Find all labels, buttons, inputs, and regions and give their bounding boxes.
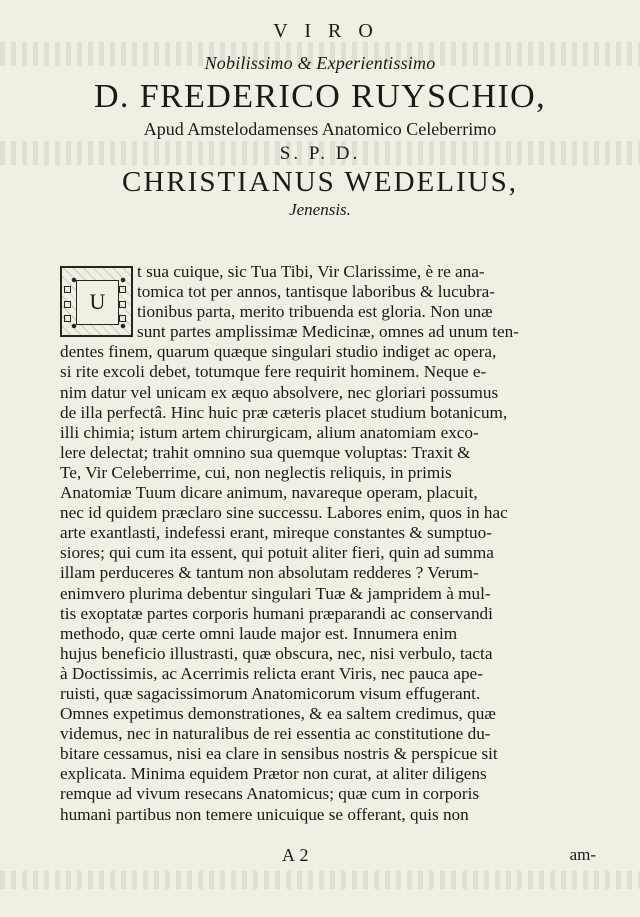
page-signature: A 2 — [282, 845, 310, 865]
text-line: humani partibus non temere unicuique se offerant, quis non — [60, 804, 469, 824]
ornament-square-icon — [64, 315, 71, 322]
text-line: bitare cessamus, nisi ea clare in sensibus nostris & perspicue sit — [60, 744, 498, 764]
initial-right-ornaments — [119, 286, 129, 322]
author-name: CHRISTIANUS WEDELIUS, — [122, 165, 518, 198]
text-line: arte exantlasti, indefessi erant, mireque constantes & sumptuo- — [60, 523, 492, 543]
text-line: nim datur vel unicam ex æquo absolvere, nec gloriari possumus — [60, 382, 499, 402]
author-origin: Jenensis. — [289, 200, 351, 220]
text-line: ruisti, quæ sagacissimorum Anatomicorum visum effugerant. — [60, 683, 481, 703]
ornament-square-icon — [119, 286, 126, 293]
initial-aligned-lines — [60, 262, 596, 342]
text-line: tis exoptatæ partes corporis humani præparandi ac conservandi — [60, 603, 493, 623]
text-line: lere delectat; trahit omnino sua quemque voluptas: Traxit & — [60, 442, 471, 462]
text-line: Te, Vir Celeberrime, cui, non neglectis reliquis, in primis — [60, 462, 452, 482]
text-line: siores; qui cum ita essent, qui potuit aliter fieri, quin ad summa — [60, 543, 494, 563]
dedication-header — [0, 20, 640, 220]
text-line: tionibus parta, merito tribuenda est gloria. Non unæ — [137, 302, 493, 322]
initial-left-ornaments — [64, 286, 74, 322]
decorated-initial — [60, 266, 133, 337]
ornament-square-icon — [119, 315, 126, 322]
text-line: explicata. Minima equidem Prætor non curat, at aliter diligens — [60, 764, 487, 784]
salutation-abbreviation: S. P. D. — [279, 142, 361, 164]
text-line: methodo, quæ certe omni laude major est. Innumera enim — [60, 623, 458, 643]
recipient-name: D. FREDERICO RUYSCHIO, — [93, 78, 547, 115]
text-line: sunt partes amplissimæ Medicinæ, omnes ad unum ten- — [137, 322, 519, 342]
text-line: videmus, nec in naturalibus de rei essentia ac constitutione du- — [60, 724, 491, 744]
text-line: hujus beneficio illustrasti, quæ obscura, nec, nisi verbulo, tacta — [60, 643, 493, 663]
ornament-square-icon — [64, 301, 71, 308]
ornament-square-icon — [64, 286, 71, 293]
initial-letter: U — [76, 280, 119, 325]
text-line: t sua cuique, sic Tua Tibi, Vir Clarissime, è re ana- — [137, 262, 485, 281]
header-dedication: Nobilissimo & Experientissimo — [204, 53, 436, 73]
text-line: remque ad vivum resecans Anatomicus; quæ cum in corporis — [60, 784, 480, 804]
text-line: Omnes expetimus demonstrationes, & ea saltem credimus, quæ — [60, 704, 496, 724]
catchword: am- — [569, 845, 596, 864]
ornament-square-icon — [119, 301, 126, 308]
text-line: si rite excoli debet, totumque fere requirit hominem. Neque e- — [60, 362, 487, 382]
text-line: de illa perfectâ. Hinc huic præ cæteris placet studium botanicum, — [60, 402, 508, 422]
text-line: Anatomiæ Tuum dicare animum, navareque operam, placuit, — [60, 483, 478, 503]
text-line: enimvero plurima debentur singulari Tuæ & jampridem à mul- — [60, 583, 491, 603]
show-through-texture-bottom — [0, 871, 640, 889]
text-line: dentes finem, quarum quæque singulari studio indiget ac opera, — [60, 342, 497, 362]
text-line: nec id quidem præclaro sine successu. Labores enim, quos in hac — [60, 503, 508, 523]
dedication-body — [60, 262, 596, 825]
text-line: illam perduceres & tantum non absolutam redderes ? Verum- — [60, 563, 479, 583]
text-line: à Doctissimis, ac Acerrimis relicta erant Viris, nec pauca ape- — [60, 663, 483, 683]
header-viro: V I R O — [273, 20, 379, 42]
text-line: tomica tot per annos, tantisque laboribus & lucubra- — [137, 282, 495, 302]
recipient-description: Apud Amstelodamenses Anatomico Celeberrimo — [143, 118, 497, 139]
text-line: illi chimia; istum artem chirurgicam, alium anatomiam exco- — [60, 422, 479, 442]
